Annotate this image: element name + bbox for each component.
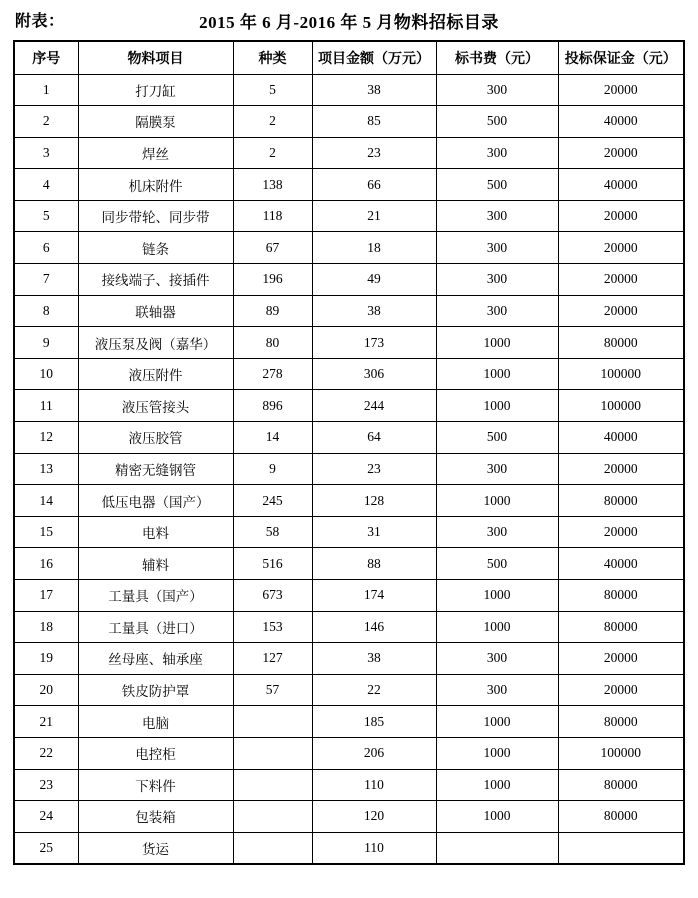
table-cell: 80000 [558,611,684,643]
table-cell: 300 [436,74,558,106]
table-cell: 电控柜 [78,737,233,769]
table-cell [558,832,684,864]
page-title: 2015 年 6 月-2016 年 5 月物料招标目录 [199,13,499,32]
table-cell: 25 [14,832,78,864]
table-cell: 110 [312,832,436,864]
table-cell: 38 [312,295,436,327]
table-cell: 15 [14,516,78,548]
table-cell: 300 [436,453,558,485]
table-cell: 20000 [558,200,684,232]
table-cell: 焊丝 [78,137,233,169]
table-cell: 128 [312,485,436,517]
table-cell: 液压泵及阀（嘉华） [78,327,233,359]
table-row [14,611,684,643]
table-cell: 2 [233,137,312,169]
table-cell: 38 [312,74,436,106]
table-row [14,358,684,390]
table-row [14,232,684,264]
table-cell: 80 [233,327,312,359]
table-cell: 14 [14,485,78,517]
table-cell: 300 [436,643,558,675]
column-header: 种类 [233,41,312,74]
table-cell: 7 [14,264,78,296]
table-row [14,422,684,454]
table-cell [233,737,312,769]
table-cell: 146 [312,611,436,643]
table-cell: 3 [14,137,78,169]
table-row [14,264,684,296]
table-cell: 液压附件 [78,358,233,390]
table-cell: 联轴器 [78,295,233,327]
table-cell: 14 [233,422,312,454]
table-row [14,643,684,675]
table-cell: 打刀缸 [78,74,233,106]
column-header: 项目金额（万元） [312,41,436,74]
table-cell [233,801,312,833]
table-cell: 20000 [558,674,684,706]
table-row [14,137,684,169]
table-cell: 23 [312,453,436,485]
table-cell: 40000 [558,169,684,201]
table-cell [436,832,558,864]
table-cell: 80000 [558,706,684,738]
table-cell: 电脑 [78,706,233,738]
table-cell: 57 [233,674,312,706]
table-cell: 24 [14,801,78,833]
table-cell: 下料件 [78,769,233,801]
table-cell: 21 [312,200,436,232]
table-cell: 40000 [558,422,684,454]
table-cell: 接线端子、接插件 [78,264,233,296]
table-row [14,74,684,106]
table-body [14,74,684,864]
table-cell: 13 [14,453,78,485]
table-cell: 隔膜泵 [78,106,233,138]
table-cell: 精密无缝钢管 [78,453,233,485]
table-cell: 64 [312,422,436,454]
table-cell: 118 [233,200,312,232]
table-cell: 80000 [558,801,684,833]
table-row [14,200,684,232]
table-cell: 5 [14,200,78,232]
table-cell: 1000 [436,485,558,517]
table-cell: 80000 [558,769,684,801]
table-cell: 20000 [558,643,684,675]
table-cell: 40000 [558,106,684,138]
table-cell: 516 [233,548,312,580]
table-row [14,674,684,706]
table-cell: 85 [312,106,436,138]
table-cell: 货运 [78,832,233,864]
table-cell: 铁皮防护罩 [78,674,233,706]
table-cell: 同步带轮、同步带 [78,200,233,232]
table-cell: 1000 [436,358,558,390]
table-cell: 110 [312,769,436,801]
table-cell: 20000 [558,264,684,296]
column-header: 标书费（元） [436,41,558,74]
table-cell: 12 [14,422,78,454]
table-cell: 31 [312,516,436,548]
table-cell: 1 [14,74,78,106]
table-cell: 300 [436,674,558,706]
table-cell: 300 [436,232,558,264]
table-cell: 辅料 [78,548,233,580]
table-cell: 20000 [558,516,684,548]
table-cell: 丝母座、轴承座 [78,643,233,675]
table-cell: 包装箱 [78,801,233,833]
table-cell: 896 [233,390,312,422]
table-cell: 20000 [558,295,684,327]
column-header: 投标保证金（元） [558,41,684,74]
header-row [14,41,684,74]
table-row [14,327,684,359]
table-cell: 80000 [558,485,684,517]
table-cell: 58 [233,516,312,548]
table-cell: 300 [436,200,558,232]
table-cell: 185 [312,706,436,738]
table-cell: 1000 [436,737,558,769]
table-cell: 500 [436,548,558,580]
table-cell: 300 [436,264,558,296]
table-row [14,106,684,138]
table-cell: 673 [233,580,312,612]
table-cell: 1000 [436,801,558,833]
table-cell: 88 [312,548,436,580]
table-cell: 500 [436,169,558,201]
table-cell: 22 [312,674,436,706]
table-cell: 1000 [436,769,558,801]
table-cell: 电料 [78,516,233,548]
table-cell: 液压管接头 [78,390,233,422]
table-cell: 300 [436,516,558,548]
table-cell: 17 [14,580,78,612]
table-cell: 138 [233,169,312,201]
table-row [14,169,684,201]
table-cell: 液压胶管 [78,422,233,454]
table-cell: 2 [233,106,312,138]
table-cell: 245 [233,485,312,517]
table-cell: 11 [14,390,78,422]
table-cell: 244 [312,390,436,422]
table-row [14,390,684,422]
table-cell [233,769,312,801]
table-cell: 100000 [558,390,684,422]
table-cell [233,706,312,738]
table-cell: 38 [312,643,436,675]
table-cell: 20000 [558,232,684,264]
document-header [0,6,698,38]
table-cell: 174 [312,580,436,612]
table-cell: 23 [14,769,78,801]
table-cell: 89 [233,295,312,327]
table-cell: 1000 [436,580,558,612]
column-header: 序号 [14,41,78,74]
table-cell: 49 [312,264,436,296]
table-cell: 100000 [558,358,684,390]
table-row [14,548,684,580]
table-cell: 工量具（进口） [78,611,233,643]
table-cell: 6 [14,232,78,264]
table-row [14,801,684,833]
bidding-catalog-table [13,40,685,865]
table-row [14,295,684,327]
table-cell: 500 [436,422,558,454]
table-header-row [14,41,684,74]
table-cell: 2 [14,106,78,138]
table-cell: 206 [312,737,436,769]
table-cell: 1000 [436,611,558,643]
table-cell: 67 [233,232,312,264]
attachment-label: 附表： [15,13,65,30]
table-cell: 66 [312,169,436,201]
table-cell: 196 [233,264,312,296]
table-cell: 120 [312,801,436,833]
table-cell: 153 [233,611,312,643]
table-row [14,453,684,485]
table-cell: 300 [436,137,558,169]
table-cell: 23 [312,137,436,169]
table-cell: 20000 [558,453,684,485]
table-cell: 10 [14,358,78,390]
table-cell: 80000 [558,327,684,359]
table-cell: 8 [14,295,78,327]
table-row [14,485,684,517]
table-cell: 278 [233,358,312,390]
table-cell: 173 [312,327,436,359]
table-cell: 机床附件 [78,169,233,201]
table-cell: 工量具（国产） [78,580,233,612]
table-cell: 20000 [558,137,684,169]
table-cell: 4 [14,169,78,201]
column-header: 物料项目 [78,41,233,74]
table-cell: 16 [14,548,78,580]
table-cell: 127 [233,643,312,675]
table-cell: 22 [14,737,78,769]
table-row [14,580,684,612]
table-cell: 1000 [436,390,558,422]
table-cell: 21 [14,706,78,738]
table-cell: 500 [436,106,558,138]
table-cell: 链条 [78,232,233,264]
table-cell: 低压电器（国产） [78,485,233,517]
table-cell: 300 [436,295,558,327]
table-row [14,706,684,738]
table-row [14,516,684,548]
table-cell: 20 [14,674,78,706]
table-cell: 40000 [558,548,684,580]
table-cell: 9 [14,327,78,359]
table-cell: 5 [233,74,312,106]
table-cell: 20000 [558,74,684,106]
table-cell: 19 [14,643,78,675]
table-cell: 306 [312,358,436,390]
table-cell: 18 [14,611,78,643]
table-cell: 100000 [558,737,684,769]
table-row [14,769,684,801]
table-cell: 1000 [436,327,558,359]
table-cell: 1000 [436,706,558,738]
table-row [14,832,684,864]
table-cell: 80000 [558,580,684,612]
table-cell: 18 [312,232,436,264]
table-cell [233,832,312,864]
table-row [14,737,684,769]
table-cell: 9 [233,453,312,485]
